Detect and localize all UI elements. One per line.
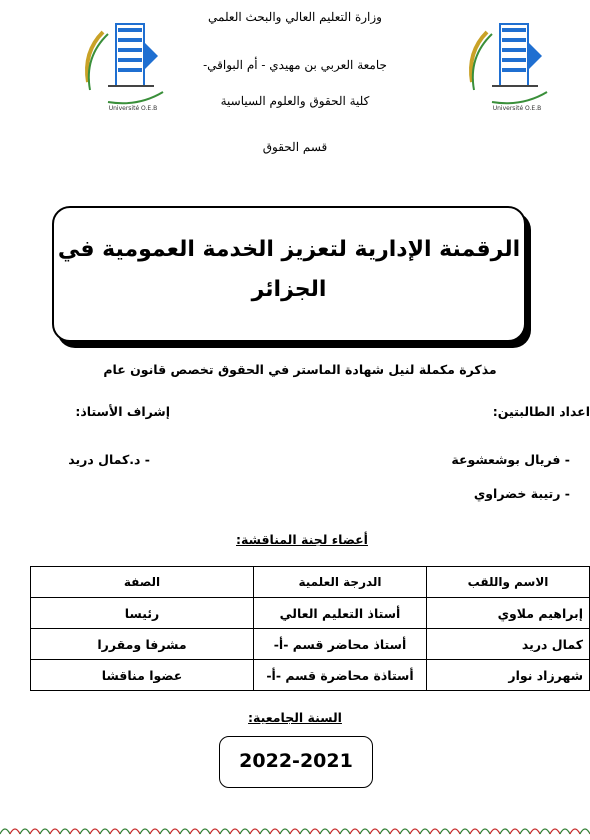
border-ornament: [230, 829, 240, 834]
thesis-title-box: [52, 206, 526, 342]
jury-table: [30, 566, 590, 691]
border-ornament: [280, 829, 290, 834]
border-ornament: [450, 829, 460, 834]
border-ornament: [80, 829, 90, 834]
border-ornament: [60, 829, 70, 834]
border-ornament: [110, 829, 120, 834]
supervisor-label: إشراف الأستاذ:: [75, 404, 170, 419]
jury-member-role: رئيسا: [31, 598, 254, 629]
border-ornament: [0, 829, 10, 834]
supervisor-name: - د.كمال دريد: [68, 452, 150, 467]
table-row: [31, 660, 590, 691]
border-ornament: [130, 829, 140, 834]
jury-member-name: شهرزاد نوار: [427, 660, 590, 691]
border-ornament: [40, 829, 50, 834]
logo-caption-left: Université O.E.B: [108, 105, 158, 112]
header-role: الصفة: [31, 567, 254, 598]
border-ornament: [330, 829, 340, 834]
border-ornament: [190, 829, 200, 834]
border-ornament: [120, 829, 130, 834]
student-name-1: - فريال بوشعشوعة: [451, 452, 570, 467]
border-ornament: [90, 829, 100, 834]
border-ornament: [200, 829, 210, 834]
border-ornament: [520, 829, 530, 834]
border-ornament: [410, 829, 420, 834]
border-ornament: [370, 829, 380, 834]
thesis-subtitle: مذكرة مكملة لنيل شهادة الماستر في الحقوق تخصص قانون عام: [103, 362, 497, 377]
jury-member-name: إبراهيم ملاوي: [427, 598, 590, 629]
academic-year-box: [219, 736, 373, 788]
border-ornament: [20, 829, 30, 834]
border-ornament: [430, 829, 440, 834]
border-ornament: [170, 829, 180, 834]
border-ornament: [100, 829, 110, 834]
border-ornament: [380, 829, 390, 834]
border-ornament: [400, 829, 410, 834]
border-ornament: [360, 829, 370, 834]
border-ornament: [560, 829, 570, 834]
ministry-name: وزارة التعليم العالي والبحث العلمي: [208, 10, 382, 24]
header-grade: الدرجة العلمية: [254, 567, 427, 598]
academic-year-label: السنة الجامعية:: [248, 710, 342, 725]
border-ornament: [160, 829, 170, 834]
border-ornament: [70, 829, 80, 834]
border-ornament: [420, 829, 430, 834]
border-ornament: [570, 829, 580, 834]
border-ornament: [30, 829, 40, 834]
border-ornament: [470, 829, 480, 834]
border-ornament: [320, 829, 330, 834]
students-label: اعداد الطالبتين:: [492, 404, 590, 419]
border-ornament: [260, 829, 270, 834]
border-ornament: [490, 829, 500, 834]
border-ornament: [150, 829, 160, 834]
thesis-title-line1: الرقمنة الإدارية لتعزيز الخدمة العمومية في: [57, 237, 521, 262]
border-ornament: [250, 829, 260, 834]
border-ornament: [350, 829, 360, 834]
table-row: [31, 629, 590, 660]
department-name: قسم الحقوق: [262, 140, 328, 154]
border-ornament: [220, 829, 230, 834]
border-ornament: [340, 829, 350, 834]
jury-title: أعضاء لجنة المناقشة:: [236, 532, 368, 547]
border-ornament: [390, 829, 400, 834]
logo-caption-right: Université O.E.B: [492, 105, 542, 112]
border-ornament: [270, 829, 280, 834]
thesis-title-line2: الجزائر: [251, 277, 327, 302]
border-ornament: [550, 829, 560, 834]
border-ornament: [300, 829, 310, 834]
jury-member-role: مشرفا ومقررا: [31, 629, 254, 660]
border-ornament: [510, 829, 520, 834]
faculty-name: كلية الحقوق والعلوم السياسية: [220, 94, 370, 108]
academic-year-value: 2022-2021: [239, 750, 353, 772]
jury-member-grade: أستاذ التعليم العالي: [254, 598, 427, 629]
jury-member-name: كمال دريد: [427, 629, 590, 660]
border-ornament: [240, 829, 250, 834]
border-ornament: [530, 829, 540, 834]
jury-member-role: عضوا مناقشا: [31, 660, 254, 691]
university-logo-right: [462, 12, 557, 117]
border-ornament: [310, 829, 320, 834]
border-ornament: [210, 829, 220, 834]
decorative-border: [0, 820, 590, 840]
jury-table-header: [31, 567, 590, 598]
jury-member-grade: أستاذة محاضرة قسم -أ-: [254, 660, 427, 691]
student-name-2: - رتيبة خضراوي: [473, 486, 570, 501]
border-ornament: [540, 829, 550, 834]
border-ornament: [440, 829, 450, 834]
border-ornament: [10, 829, 20, 834]
border-ornament: [180, 829, 190, 834]
jury-member-grade: أستاذ محاضر قسم -أ-: [254, 629, 427, 660]
border-ornament: [460, 829, 470, 834]
table-row: [31, 598, 590, 629]
thesis-title: [54, 230, 524, 310]
header-name: الاسم واللقب: [427, 567, 590, 598]
university-logo-left: [78, 12, 173, 117]
university-name: جامعة العربي بن مهيدي - أم البواقي-: [203, 58, 387, 72]
border-ornament: [290, 829, 300, 834]
border-ornament: [50, 829, 60, 834]
border-ornament: [480, 829, 490, 834]
border-ornament: [580, 829, 590, 834]
border-ornament: [500, 829, 510, 834]
border-ornament: [140, 829, 150, 834]
